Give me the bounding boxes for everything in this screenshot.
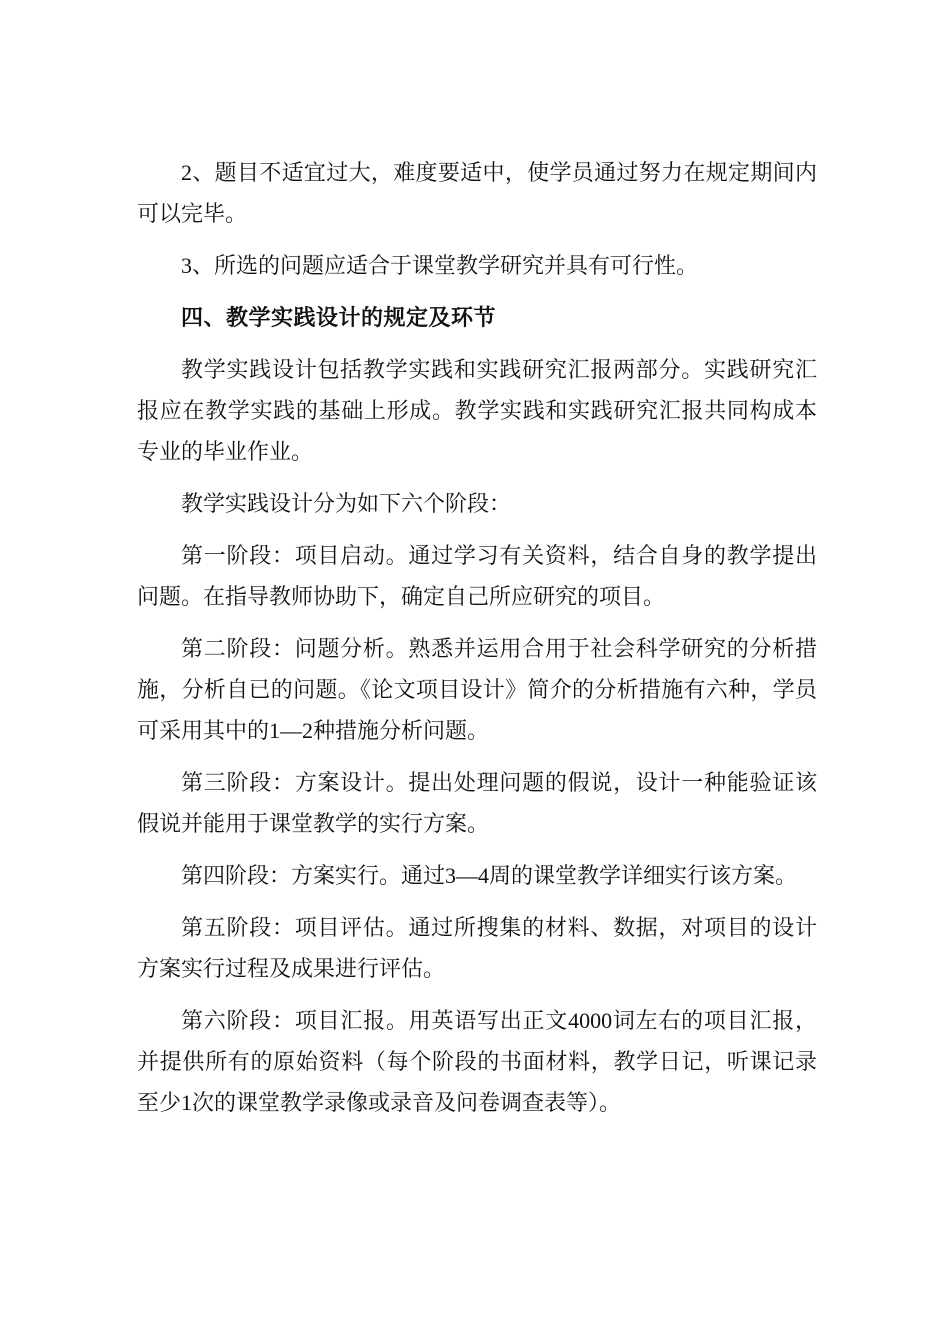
- paragraph-stage-3: 第三阶段：方案设计。提出处理问题的假说，设计一种能验证该假说并能用于课堂教学的实行方案。: [137, 770, 817, 836]
- paragraph-stage-1: 第一阶段：项目启动。通过学习有关资料，结合自身的教学提出问题。在指导教师协助下，确定自己所应研究的项目。: [137, 543, 817, 609]
- paragraph-stages-intro: 教学实践设计分为如下六个阶段：: [181, 491, 512, 516]
- document-body: [137, 152, 817, 1134]
- section-heading: 四、教学实践设计的规定及环节: [181, 305, 497, 330]
- paragraph-topic-feasibility: 3、所选的问题应适合于课堂教学研究并具有可行性。: [181, 253, 699, 278]
- paragraph-stage-6: 第六阶段：项目汇报。用英语写出正文4000词左右的项目汇报，并提供所有的原始资料（每个阶段的书面材料，教学日记，听课记录至少1次的课堂教学录像或录音及问卷调查表等）。: [137, 1008, 817, 1115]
- paragraph-design-overview: 教学实践设计包括教学实践和实践研究汇报两部分。实践研究汇报应在教学实践的基础上形成。教学实践和实践研究汇报共同构成本专业的毕业作业。: [137, 357, 817, 464]
- paragraph-stage-5: 第五阶段：项目评估。通过所搜集的材料、数据，对项目的设计方案实行过程及成果进行评估。: [137, 915, 817, 981]
- paragraph-stage-4: 第四阶段：方案实行。通过3—4周的课堂教学详细实行该方案。: [181, 863, 798, 888]
- paragraph-topic-size: 2、题目不适宜过大，难度要适中，使学员通过努力在规定期间内可以完毕。: [137, 160, 817, 226]
- paragraph-stage-2: 第二阶段：问题分析。熟悉并运用合用于社会科学研究的分析措施，分析自已的问题。《论文项目设计》简介的分析措施有六种，学员可采用其中的1—2种措施分析问题。: [137, 636, 817, 743]
